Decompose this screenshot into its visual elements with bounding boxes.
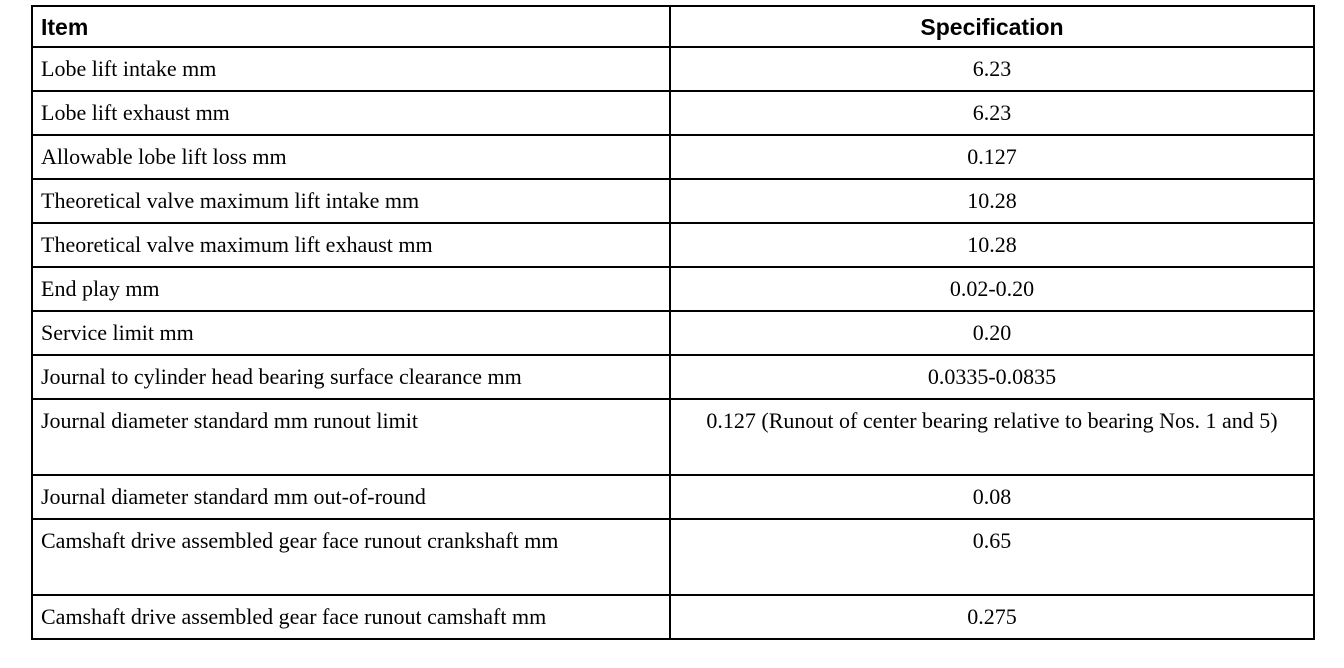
item-cell: Lobe lift intake mm: [32, 47, 670, 91]
spec-cell: 0.65: [670, 519, 1314, 595]
item-cell: Theoretical valve maximum lift intake mm: [32, 179, 670, 223]
table-row: [32, 595, 1314, 639]
spec-cell: 10.28: [670, 223, 1314, 267]
table-row: [32, 267, 1314, 311]
item-cell: Journal diameter standard mm out-of-round: [32, 475, 670, 519]
spec-cell: 0.275: [670, 595, 1314, 639]
item-cell: Journal diameter standard mm runout limit: [32, 399, 670, 475]
spec-cell: 0.02-0.20: [670, 267, 1314, 311]
table-row: [32, 47, 1314, 91]
table-row: [32, 135, 1314, 179]
specification-table: [31, 5, 1315, 640]
table-row: [32, 399, 1314, 475]
spec-cell: 0.127: [670, 135, 1314, 179]
item-cell: End play mm: [32, 267, 670, 311]
spec-cell: 0.20: [670, 311, 1314, 355]
spec-cell: 6.23: [670, 47, 1314, 91]
item-cell: Lobe lift exhaust mm: [32, 91, 670, 135]
column-header-item: Item: [32, 6, 670, 47]
column-header-specification: Specification: [670, 6, 1314, 47]
spec-cell: 0.08: [670, 475, 1314, 519]
table-row: [32, 475, 1314, 519]
header-row: [32, 6, 1314, 47]
spec-cell: 10.28: [670, 179, 1314, 223]
item-cell: Camshaft drive assembled gear face runout camshaft mm: [32, 595, 670, 639]
item-cell: Service limit mm: [32, 311, 670, 355]
item-cell: Camshaft drive assembled gear face runout crankshaft mm: [32, 519, 670, 595]
table-row: [32, 519, 1314, 595]
item-cell: Journal to cylinder head bearing surface clearance mm: [32, 355, 670, 399]
table-row: [32, 91, 1314, 135]
spec-cell: 6.23: [670, 91, 1314, 135]
spec-cell: 0.0335-0.0835: [670, 355, 1314, 399]
table-row: [32, 311, 1314, 355]
table-row: [32, 223, 1314, 267]
spec-cell: 0.127 (Runout of center bearing relative to bearing Nos. 1 and 5): [670, 399, 1314, 475]
item-cell: Allowable lobe lift loss mm: [32, 135, 670, 179]
table-row: [32, 179, 1314, 223]
table-row: [32, 355, 1314, 399]
item-cell: Theoretical valve maximum lift exhaust mm: [32, 223, 670, 267]
